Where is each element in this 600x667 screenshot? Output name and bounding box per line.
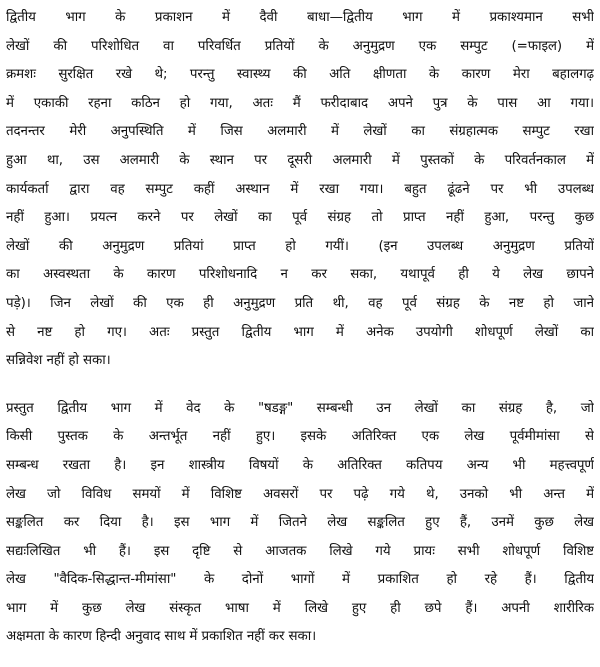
paragraph-gap [6,376,594,395]
text-line: से नष्ट हो गए। अतः प्रस्तुत द्वितीय भाग में अनेक उपयोगी शोधपूर्ण लेखों का [6,324,594,340]
text-line: लेखों की अनुमुद्रण प्रतियां प्राप्त हो गयीं। (इन उपलब्ध अनुमुद्रण प्रतियों [6,238,594,254]
text-line: का अस्वस्थता के कारण परिशोधनादि न कर सका, यथापूर्व ही ये लेख छापने [6,267,594,283]
text-line: नहीं हुआ। प्रयत्न करने पर लेखों का पूर्व संग्रह तो प्राप्त नहीं हुआ, परन्तु कुछ [6,210,594,226]
text-line: पड़े)। जिन लेखों की एक ही अनुमुद्रण प्रति थी, वह पूर्व संग्रह के नष्ट हो जाने [6,295,594,311]
text-line: लेख "वैदिक-सिद्धान्त-मीमांसा" के दोनों भागों में प्रकाशित हो रहे हैं। द्वितीय [6,572,594,588]
text-line: कार्यकर्ता द्वारा वह सम्पुट कहीं अस्थान में रखा गया। बहुत ढूंढने पर भी उपलब्ध [6,181,594,197]
text-line: तदनन्तर मेरी अनुपस्थिति में जिस अलमारी में लेखों का संग्रहात्मक सम्पुट रखा [6,124,594,140]
text-line: हुआ था, उस अलमारी के स्थान पर दूसरी अलमारी में पुस्तकों के परिवर्तनकाल में [6,152,594,168]
text-line: सङ्कलित कर दिया है। इस भाग में जितने लेख सङ्कलित हुए हैं, उनमें कुछ लेख [6,515,594,531]
text-line: प्रस्तुत द्वितीय भाग में वेद के "षडङ्ग" सम्बन्धी उन लेखों का संग्रह है, जो [6,400,594,416]
text-line: किसी पुस्तक के अन्तर्भूत नहीं हुए। इसके अतिरिक्त एक लेख पूर्वमीमांसा से [6,429,594,445]
text-line: सद्यःलिखित भी हैं। इस दृष्टि से आजतक लिखे गये प्रायः सभी शोधपूर्ण विशिष्ट [6,543,594,559]
text-line: सन्निवेश नहीं हो सका। [6,353,111,369]
text-line: भाग में कुछ लेख संस्कृत भाषा में लिखे हुए ही छपे हैं। अपनी शारीरिक [6,600,594,616]
text-line: द्वितीय भाग के प्रकाशन में दैवी बाधा—द्वितीय भाग में प्रकाश्यमान सभी [6,10,594,25]
text-line: क्रमशः सुरक्षित रखे थे; परन्तु स्वास्थ्य की अति क्षीणता के कारण मेरा बहालगढ़ [6,67,594,83]
text-line: लेखों की परिशोधित वा परिवर्धित प्रतियों के अनुमुद्रण एक सम्पुट (=फाइल) में [6,38,594,54]
paragraph-volume-contents [6,395,594,652]
paragraph-publication-obstacle [6,4,594,376]
text-line: सम्बन्ध रखता है। इन शास्त्रीय विषयों के अतिरिक्त कतिपय अन्य भी महत्त्वपूर्ण [6,457,594,473]
text-line: लेख जो विविध समयों में विशिष्ट अवसरों पर पढ़े गये थे, उनको भी अन्त में [6,486,594,502]
text-line: में एकाकी रहना कठिन हो गया, अतः मैं फरीदाबाद अपने पुत्र के पास आ गया। [6,95,594,111]
text-line: अक्षमता के कारण हिन्दी अनुवाद साथ में प्रकाशित नहीं कर सका। [6,629,317,645]
